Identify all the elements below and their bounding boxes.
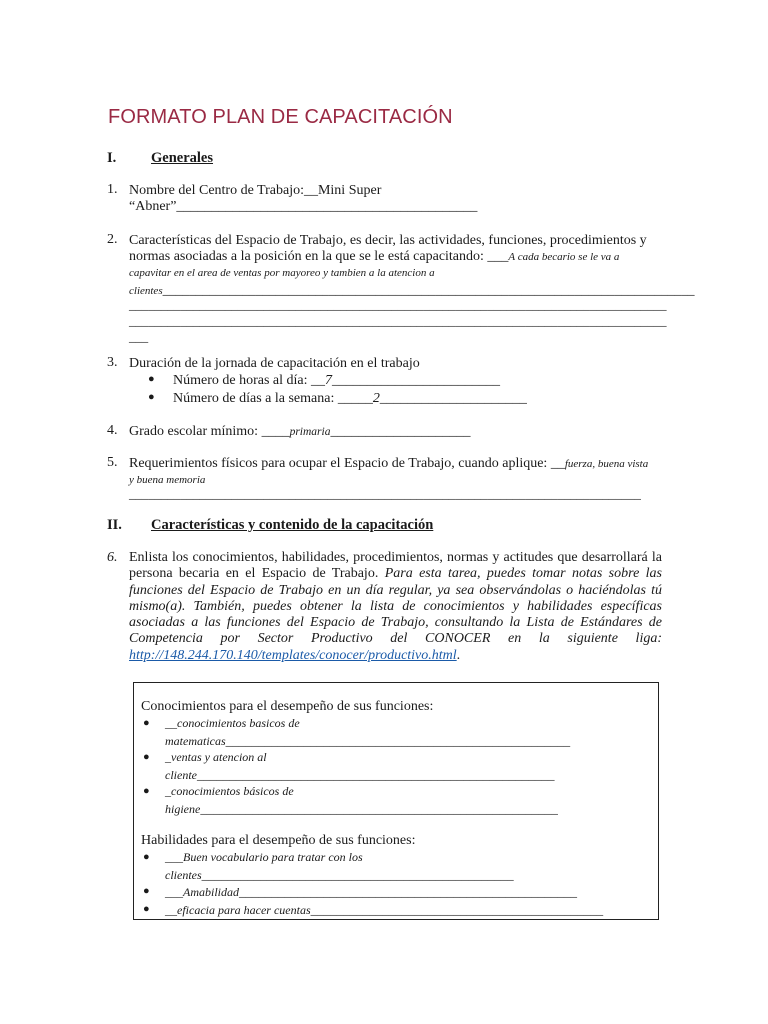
- hours-underline: ________________________: [332, 373, 501, 388]
- days-label: Número de días a la semana: _____: [173, 391, 373, 406]
- k2-line-b: [165, 766, 554, 784]
- item-5-number: 5.: [107, 455, 118, 470]
- hours-label: Número de horas al día: __: [173, 373, 326, 388]
- item-3-days: [173, 390, 527, 407]
- item-2-number: 2.: [107, 232, 118, 247]
- bullet-days: ●: [148, 391, 155, 403]
- item-5-line: [129, 455, 648, 473]
- item-2-line-1: Características del Espacio de Trabajo, es decir, las actividades, funciones, procedimientos y: [129, 233, 647, 248]
- item-2-answer-3: clientes: [129, 285, 163, 297]
- item-4-underline: ____________________: [330, 424, 471, 439]
- k2-value: cliente: [165, 768, 197, 782]
- item-6-text: Enlista los conocimientos, habilidades, procedimientos, normas y actitudes que desarrollará la persona becaria en el Espacio de Trabajo.: [129, 550, 662, 582]
- conocer-link[interactable]: http://148.244.170.140/templates/conocer/productivo.html: [129, 647, 457, 663]
- item-1-label: Nombre del Centro de Trabajo:__Mini Super: [129, 183, 382, 198]
- days-value: 2: [372, 391, 380, 406]
- section-1-title: Generales: [151, 150, 214, 166]
- k3-underline: _______________________________________________________: [200, 801, 558, 816]
- h2-value: ___Amabilidad: [165, 885, 239, 899]
- days-underline: _____________________: [379, 391, 527, 406]
- item-2-blank-1: ____________________________________________________________________________________: [129, 298, 667, 312]
- item-3-hours: [173, 372, 500, 389]
- k2-underline: _______________________________________________________: [196, 767, 555, 782]
- item-4-value: primaria: [289, 426, 331, 438]
- item-6-paragraph: [129, 550, 662, 664]
- h1-line-b: [165, 866, 514, 884]
- item-4-line: [129, 423, 470, 441]
- item-5-underline: ________________________________________________________________________________: [129, 487, 641, 501]
- section-2-number: II.: [107, 517, 122, 533]
- item-6-number: 6.: [107, 550, 118, 565]
- section-2-title: Características y contenido de la capacitación: [151, 517, 434, 533]
- section-1-number: I.: [107, 150, 117, 166]
- k1-line-a: __conocimientos basicos de: [165, 716, 300, 730]
- h2-underline: ____________________________________________________: [239, 884, 577, 899]
- h3-value: __eficacia para hacer cuentas: [165, 903, 311, 917]
- bullet-h1: ●: [143, 851, 150, 863]
- item-4-label: Grado escolar mínimo: ____: [129, 424, 290, 439]
- bullet-hours: ●: [148, 373, 155, 385]
- bullet-h2: ●: [143, 885, 150, 897]
- k1-underline: _____________________________________________________: [225, 733, 571, 748]
- k1-value: matematicas: [165, 734, 226, 748]
- bullet-k3: ●: [143, 785, 150, 797]
- item-1-number: 1.: [107, 182, 118, 197]
- item-2-label: normas asociadas a la posición en la que se le está capacitando: ___: [129, 249, 509, 264]
- bullet-h3: ●: [143, 903, 150, 915]
- item-4-number: 4.: [107, 423, 118, 438]
- item-2-answer-1: A cada becario se le va a: [508, 251, 620, 263]
- item-3-number: 3.: [107, 355, 118, 370]
- k3-line-a: _conocimientos básicos de: [165, 784, 294, 798]
- item-2-blank-2: ____________________________________________________________________________________: [129, 314, 667, 328]
- item-5-label: Requerimientos físicos para ocupar el Espacio de Trabajo, cuando aplique: __: [129, 456, 565, 471]
- item-5-value-1: fuerza, buena vista: [564, 458, 649, 470]
- item-2-blank-3: ___: [129, 330, 149, 344]
- section-1-heading: [107, 150, 213, 167]
- h2-line: [165, 883, 577, 901]
- k2-line-a: _ventas y atencion al: [165, 750, 267, 764]
- h1-underline: ________________________________________________: [201, 867, 514, 882]
- conocimientos-title: Conocimientos para el desempeño de sus funciones:: [141, 699, 434, 714]
- k1-line-b: [165, 732, 570, 750]
- bullet-k2: ●: [143, 751, 150, 763]
- item-6-end: .: [456, 647, 461, 663]
- item-2-line-2: [129, 248, 619, 266]
- item-1-continuation: “Abner”___________________________________________: [129, 199, 478, 214]
- item-2-answer-3-underline: ________________________________________________________________________________: [162, 282, 695, 297]
- k3-line-b: [165, 800, 558, 818]
- section-2-heading: [107, 517, 433, 534]
- h3-line: [165, 901, 603, 919]
- h1-line-a: ___Buen vocabulario para tratar con los: [165, 850, 363, 864]
- h3-underline: _____________________________________________: [310, 902, 604, 917]
- bullet-k1: ●: [143, 717, 150, 729]
- habilidades-title: Habilidades para el desempeño de sus funciones:: [141, 833, 416, 848]
- item-3-label: Duración de la jornada de capacitación en el trabajo: [129, 356, 420, 371]
- h1-value: clientes: [165, 868, 202, 882]
- item-2-answer-2: capavitar en el area de ventas por mayoreo y tambien a la atencion a: [129, 267, 435, 279]
- document-title: FORMATO PLAN DE CAPACITACIÓN: [108, 106, 453, 128]
- item-5-value-2: y buena memoria: [129, 474, 206, 486]
- k3-value: higiene: [165, 802, 201, 816]
- item-6-instructions: Para esta tarea, puedes tomar notas sobre las funciones del Espacio de Trabajo en un día regular, ya sea observándolas o haciéndolas tú mismo(a). También, puedes obtener la lista de conocimientos y habilidades específicas asociadas a las funciones del Espacio de Trabajo, consultando la Lista de Estándares de Competencia por Sector Productivo del CONOCER en la siguiente liga:: [129, 566, 662, 647]
- hours-value: 7: [325, 373, 333, 388]
